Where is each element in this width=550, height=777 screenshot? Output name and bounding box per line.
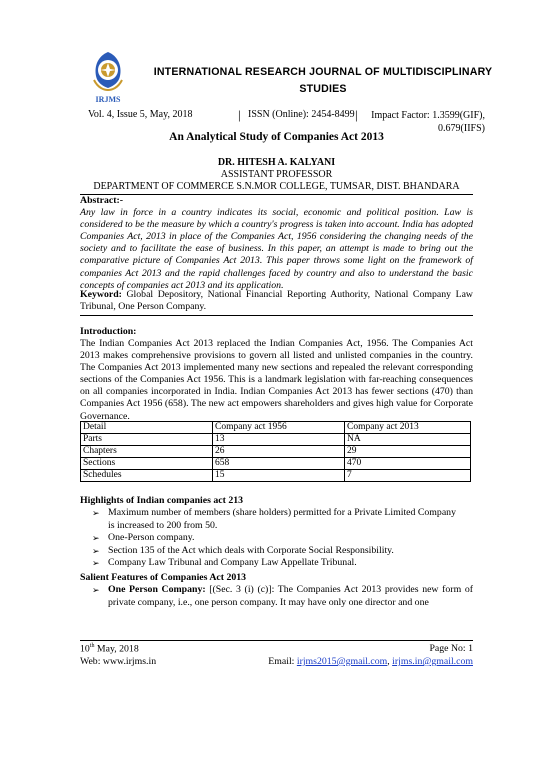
table-cell: 470: [345, 458, 471, 470]
list-item: [92, 532, 462, 545]
arrow-bullet-icon: ➢: [92, 585, 100, 595]
table-cell: NA: [345, 434, 471, 446]
list-item: [92, 557, 462, 570]
salient-features-list: [92, 584, 473, 609]
arrow-bullet-icon: ➢: [92, 508, 100, 518]
keywords: [80, 289, 473, 313]
arrow-bullet-icon: ➢: [92, 533, 100, 543]
table-row: [81, 458, 471, 470]
list-item: [92, 545, 462, 558]
journal-logo-icon: [88, 50, 128, 106]
abstract-label: Abstract:-: [80, 195, 123, 206]
footer-email: [218, 656, 473, 667]
arrow-bullet-icon: ➢: [92, 558, 100, 568]
divider: [80, 315, 473, 316]
feature-label: One Person Company:: [108, 584, 206, 595]
table-header-cell: Detail: [81, 422, 213, 434]
abstract-body: Any law in force in a country indicates its social, economic and political position. Law is considered to be the measure by which a country's progress is taken into account. India has adopted Companies Act, 2013 in place of the Companies Act, 1956 considering the changing needs of the society and to facilitate the ease of business. In this paper, an attempt is made to bring out the comparative picture of Companies Act 2013. This paper throws some light on the framework of companies Act 2013 and the rapid challenges faced by country and also to understand the basic concepts of companies act 2013 and its application.: [80, 207, 473, 291]
author-department: DEPARTMENT OF COMMERCE S.N.MOR COLLEGE, TUMSAR, DIST. BHANDARA: [93, 181, 460, 192]
keyword-label: Keyword:: [80, 289, 122, 300]
footer-date-day: 10: [80, 643, 90, 655]
keyword-body: Global Depository, National Financial Reporting Authority, National Company Law Tribunal, One Person Company.: [80, 289, 474, 313]
table-header-cell: Company act 1956: [213, 422, 345, 434]
issn-info: ISSN (Online): 2454-8499: [248, 109, 355, 120]
table-row: [81, 434, 471, 446]
table-cell: 29: [345, 446, 471, 458]
table-cell: Parts: [81, 434, 213, 446]
table-row: [81, 470, 471, 482]
footer-date-suffix: th: [89, 643, 95, 649]
footer-website: Web: www.irjms.in: [80, 656, 157, 667]
table-cell: Sections: [81, 458, 213, 470]
highlights-list: [92, 507, 462, 570]
table-cell: 26: [213, 446, 345, 458]
table-cell: Schedules: [81, 470, 213, 482]
salient-features-heading: Salient Features of Companies Act 2013: [80, 572, 247, 583]
list-item-text: Maximum number of members (share holders) permitted for a Private Limited Company is increased to 200 from 50.: [108, 507, 456, 531]
author-role: ASSISTANT PROFESSOR: [220, 169, 333, 180]
table-cell: 658: [213, 458, 345, 470]
author-name: DR. HITESH A. KALYANI: [217, 157, 336, 168]
meta-separator: |: [355, 107, 358, 122]
table-header-cell: Company act 2013: [345, 422, 471, 434]
list-item-text: One-Person company.: [108, 532, 195, 543]
journal-title-line-1: INTERNATIONAL RESEARCH JOURNAL OF MULTIDISCIPLINARY: [153, 66, 493, 78]
table-cell: 7: [345, 470, 471, 482]
arrow-bullet-icon: ➢: [92, 545, 100, 556]
introduction-body: The Indian Companies Act 2013 replaced the Indian Companies Act, 1956. The Companies Act 2013 makes comprehensive provisions to govern all listed and unlisted companies in the country. The Companies Act 2013 implemented many new sections and repealed the relevant corresponding sections of the Companies Act 1956. This is a landmark legislation with far-reaching consequences on all companies incorporated in India. Indian Companies Act 2013 has fewer sections (470) than Companies Act 1956 (658). The new act empowers shareholders and gives high value for Corporate Governance.: [80, 338, 473, 422]
table-header-row: [81, 422, 471, 434]
table-row: [81, 446, 471, 458]
email-separator: ,: [387, 656, 393, 667]
impact-factor-line-1: Impact Factor: 1.3599(GIF),: [371, 110, 485, 121]
email-label: Email:: [268, 656, 297, 667]
list-item: [92, 584, 473, 609]
footer-date: [80, 643, 139, 654]
table-cell: 15: [213, 470, 345, 482]
logo-text: IRJMS: [95, 95, 121, 104]
author-block: [80, 157, 473, 193]
journal-title-line-2: STUDIES: [299, 83, 347, 95]
footer-divider: [80, 640, 473, 641]
comparison-table: [80, 421, 471, 482]
volume-info: Vol. 4, Issue 5, May, 2018: [88, 109, 193, 120]
journal-title: [128, 64, 518, 98]
meta-separator: |: [238, 107, 241, 122]
footer-date-rest: May, 2018: [94, 643, 139, 655]
abstract: [80, 195, 473, 292]
paper-title: An Analytical Study of Companies Act 2013: [169, 131, 384, 143]
list-item: [92, 507, 462, 532]
impact-factor-line-2: 0.679(IIFS): [438, 123, 485, 134]
table-cell: 13: [213, 434, 345, 446]
email-link-2[interactable]: irjms.in@gmail.com: [392, 656, 473, 667]
introduction-heading: Introduction:: [80, 326, 137, 337]
list-item-text: Section 135 of the Act which deals with Corporate Social Responsibility.: [108, 544, 394, 556]
email-link-1[interactable]: irjms2015@gmail.com: [296, 656, 388, 667]
page-number: Page No: 1: [429, 643, 473, 654]
highlights-heading: Highlights of Indian companies act 213: [80, 495, 244, 506]
feature-body: [(Sec. 3 (i) (c)]: The Companies Act 2013 provides new form of private company, i.e., one person company. It may have only one director and one: [108, 584, 473, 608]
list-item-text: Company Law Tribunal and Company Law Appellate Tribunal.: [108, 557, 357, 568]
table-cell: Chapters: [81, 446, 213, 458]
